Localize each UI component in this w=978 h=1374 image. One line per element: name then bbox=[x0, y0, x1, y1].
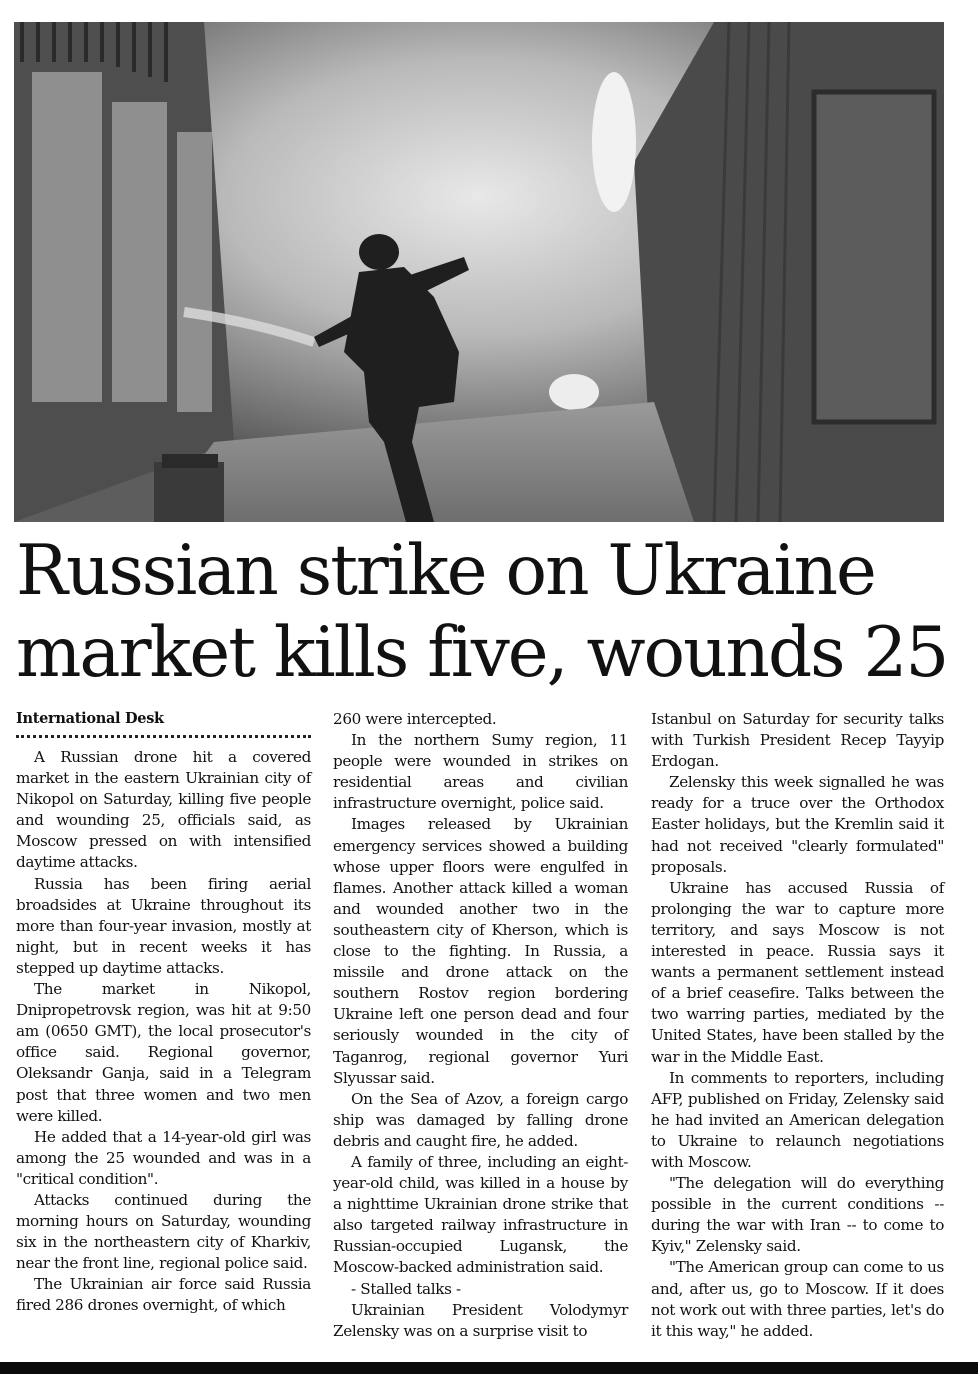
subheading: - Stalled talks - bbox=[351, 1279, 461, 1298]
headline-line-2: market kills five, wounds 25 bbox=[16, 613, 948, 693]
paragraph: The Ukrainian air force said Russia fired 286 drones overnight, of which bbox=[16, 1275, 311, 1315]
paragraph: The market in Nikopol, Dnipropetrovsk region, was hit at 9:50 am (0650 GMT), the local prosecutor's office said. Regional governor, Oleksandr Ganja, said in a Telegram post that three women and two men were killed. bbox=[16, 980, 311, 1125]
paragraph: In comments to reporters, including AFP, published on Friday, Zelensky said he had invited an American delegation to Ukraine to relaunch negotiations with Moscow. bbox=[651, 1068, 944, 1171]
paragraph: "The delegation will do everything possible in the current conditions -- during the war with Iran -- to come to Kyiv," Zelensky said. bbox=[651, 1174, 944, 1256]
paragraph: "The American group can come to us and, after us, go to Moscow. If it does not work out with three parties, let's do it this way," he added. bbox=[651, 1258, 944, 1340]
paragraph: Ukrainian President Volodymyr Zelensky was on a surprise visit to bbox=[333, 1300, 628, 1340]
paragraph: Ukraine has accused Russia of prolonging the war to capture more territory, and says Moscow is not interested in peace. Russia says it wants a permanent settlement instead of a brief ceasefire. Talks between the two warring parties, mediated by the United States, have been stalled by the war in the Middle East. bbox=[651, 878, 944, 1066]
paragraph: Images released by Ukrainian emergency services showed a building whose upper floors were engulfed in flames. Another attack killed a woman and wounded another two in the southeastern city of Kherson, which is close to the fighting. In Russia, a missile and drone attack on the southern Rostov region bordering Ukraine left one person dead and four seriously wounded in the city of Taganrog, regional governor Yuri Slyussar said. bbox=[333, 815, 628, 1087]
paragraph: He added that a 14-year-old girl was among the 25 wounded and was in a "critical condition". bbox=[16, 1127, 311, 1188]
paragraph: Istanbul on Saturday for security talks with Turkish President Recep Tayyip Erdogan. bbox=[651, 710, 944, 771]
paragraph: Attacks continued during the morning hours on Saturday, wounding six in the northeastern city of Kharkiv, near the front line, regional police said. bbox=[16, 1190, 311, 1273]
news-photo bbox=[14, 22, 944, 522]
paragraph: Zelensky this week signalled he was ready for a truce over the Orthodox Easter holidays, but the Kremlin said it had not received "clearly formulated" proposals. bbox=[651, 773, 944, 876]
paragraph: Russia has been firing aerial broadsides at Ukraine throughout its more than four-year invasion, mostly at night, but in recent weeks it has stepped up daytime attacks. bbox=[16, 874, 311, 977]
paragraph: On the Sea of Azov, a foreign cargo ship was damaged by falling drone debris and caught fire, he added. bbox=[333, 1089, 628, 1150]
paragraph: 260 were intercepted. bbox=[333, 710, 497, 728]
paragraph: A family of three, including an eight-year-old child, was killed in a house by a nighttime Ukrainian drone strike that also targeted railway infrastructure in Russian-occupied Lugansk, the Moscow-backed administration said. bbox=[333, 1152, 628, 1277]
page-bottom-border bbox=[0, 1362, 978, 1374]
firefighter-photo-icon bbox=[14, 22, 944, 522]
headline bbox=[16, 530, 966, 694]
article-column-3 bbox=[651, 709, 944, 1342]
byline-divider bbox=[16, 735, 311, 738]
article-column-2 bbox=[333, 709, 628, 1342]
paragraph: A Russian drone hit a covered market in the eastern Ukrainian city of Nikopol on Saturday, killing five people and wounding 25, officials said, as Moscow pressed on with intensified daytime attacks. bbox=[16, 748, 311, 872]
article-column-1 bbox=[16, 709, 311, 1317]
headline-line-1: Russian strike on Ukraine bbox=[16, 531, 875, 611]
byline: International Desk bbox=[16, 710, 164, 727]
paragraph: In the northern Sumy region, 11 people were wounded in strikes on residential areas and civilian infrastructure overnight, police said. bbox=[333, 731, 628, 813]
